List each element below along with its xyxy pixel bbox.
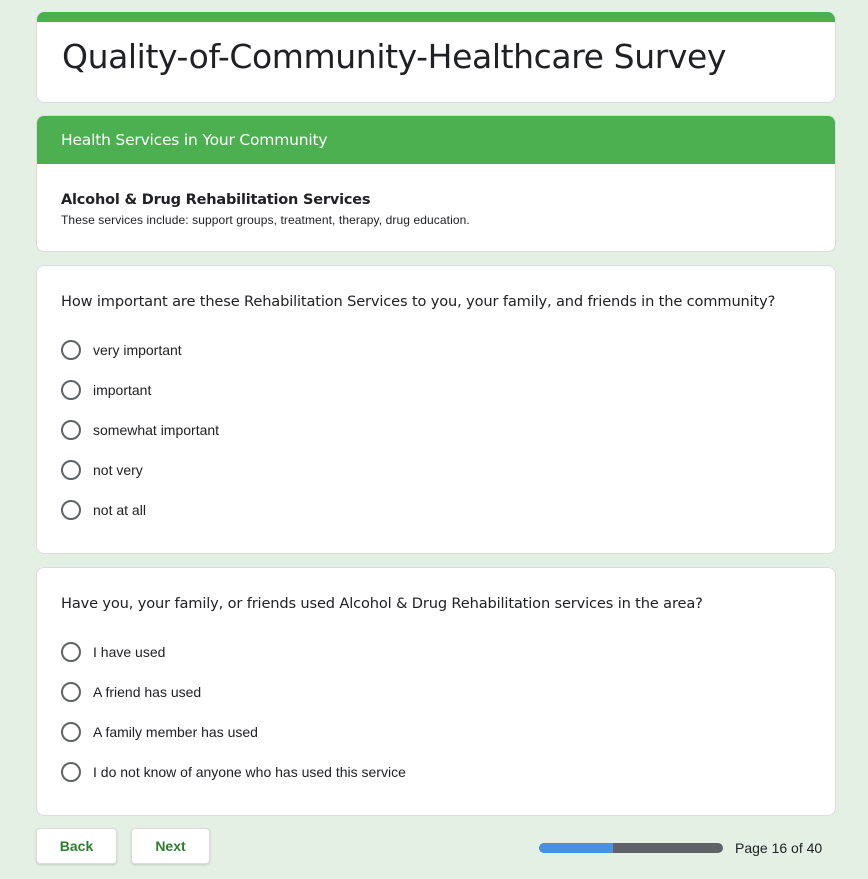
radio-option-family-member-has-used[interactable] (61, 720, 258, 744)
radio-option-label: I do not know of anyone who has used this service (93, 764, 406, 780)
radio-button[interactable] (61, 722, 81, 742)
radio-option-label: I have used (93, 644, 166, 660)
radio-button[interactable] (61, 380, 81, 400)
form-accent-bar (37, 12, 835, 22)
radio-option-not-very[interactable] (61, 458, 143, 482)
question-card-usage (36, 567, 836, 816)
section-subtitle: Alcohol & Drug Rehabilitation Services (61, 192, 371, 208)
radio-button[interactable] (61, 420, 81, 440)
progress-bar (539, 843, 723, 853)
radio-option-label: very important (93, 342, 182, 358)
question-card-importance (36, 265, 836, 554)
radio-button[interactable] (61, 460, 81, 480)
form-title: Quality-of-Community-Healthcare Survey (62, 37, 727, 76)
section-card (36, 115, 836, 252)
radio-button[interactable] (61, 642, 81, 662)
question-text: How important are these Rehabilitation Services to you, your family, and friends in the community? (61, 293, 776, 310)
section-header-text: Health Services in Your Community (61, 131, 328, 149)
radio-button[interactable] (61, 340, 81, 360)
next-button[interactable]: Next (131, 828, 210, 864)
radio-option-important[interactable] (61, 378, 151, 402)
radio-option-friend-has-used[interactable] (61, 680, 201, 704)
radio-option-label: somewhat important (93, 422, 220, 438)
section-header (37, 116, 835, 164)
radio-button[interactable] (61, 762, 81, 782)
radio-option-label: A friend has used (93, 684, 202, 700)
radio-option-label: A family member has used (93, 724, 258, 740)
radio-button[interactable] (61, 682, 81, 702)
section-description: These services include: support groups, treatment, therapy, drug education. (61, 213, 470, 227)
radio-option-label: not very (93, 462, 143, 478)
radio-option-i-have-used[interactable] (61, 640, 165, 664)
progress-bar-fill (539, 843, 613, 853)
form-title-card (36, 12, 836, 103)
radio-option-not-at-all[interactable] (61, 498, 146, 522)
radio-option-somewhat-important[interactable] (61, 418, 219, 442)
radio-option-do-not-know-anyone[interactable] (61, 760, 406, 784)
radio-option-label: important (93, 382, 152, 398)
radio-button[interactable] (61, 500, 81, 520)
question-text: Have you, your family, or friends used Alcohol & Drug Rehabilitation services in the area? (61, 595, 703, 612)
radio-option-very-important[interactable] (61, 338, 182, 362)
back-button[interactable]: Back (36, 828, 117, 864)
radio-option-label: not at all (93, 502, 146, 518)
page-indicator: Page 16 of 40 (735, 840, 823, 856)
